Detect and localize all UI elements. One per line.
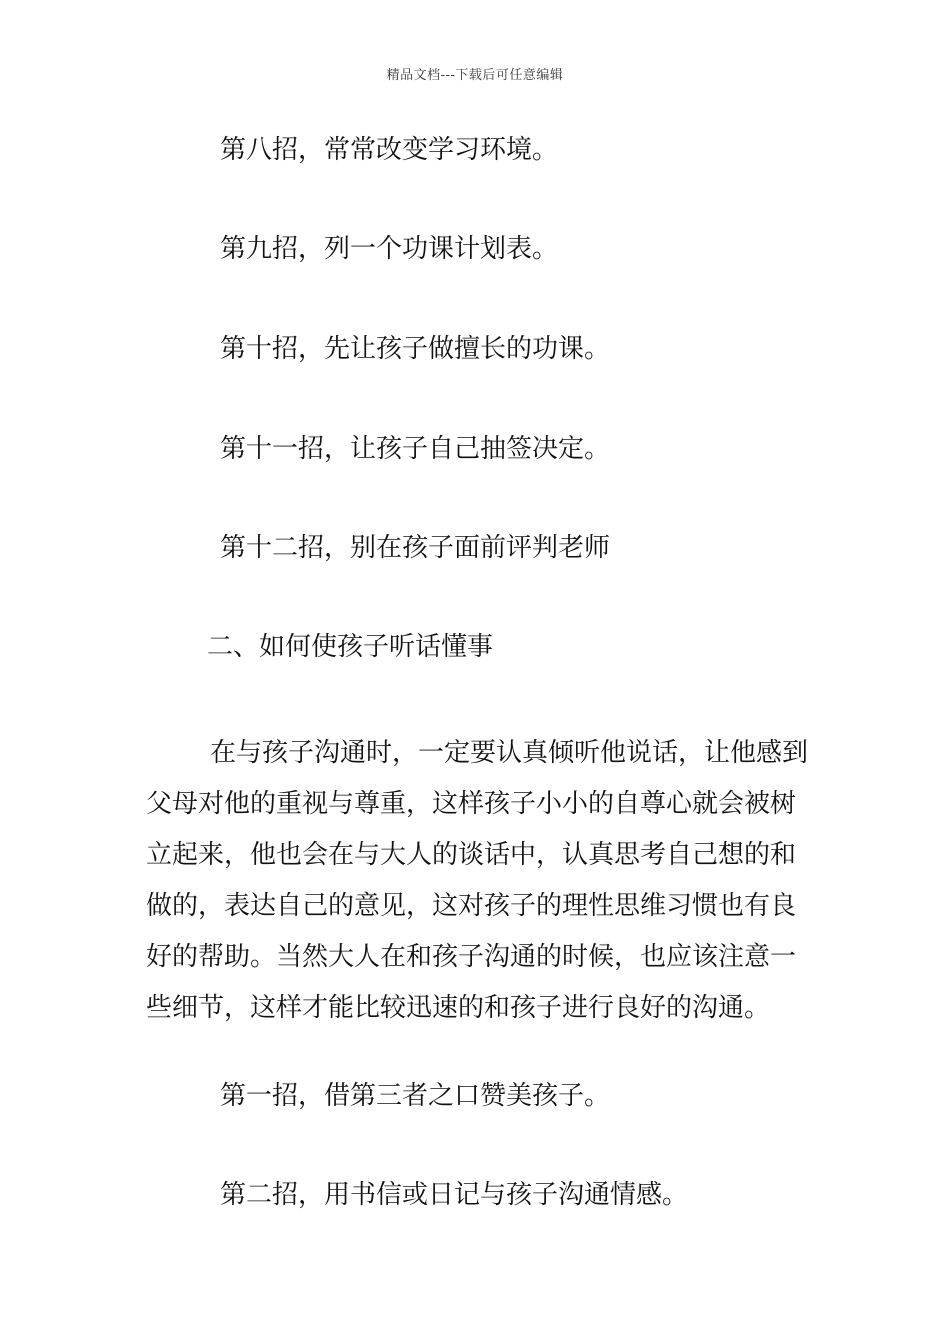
list-item: 第一招，借第三者之口赞美孩子。 <box>220 1081 611 1111</box>
paragraph-line: 些细节，这样才能比较迅速的和孩子进行良好的沟通。 <box>146 993 771 1023</box>
list-item: 第八招，常常改变学习环境。 <box>220 135 559 165</box>
paragraph-line: 好的帮助。当然大人在和孩子沟通的时候，也应该注意一 <box>146 942 797 972</box>
list-item: 第九招，列一个功课计划表。 <box>220 234 559 264</box>
list-item: 第十二招，别在孩子面前评判老师 <box>220 533 611 563</box>
list-item: 第十一招，让孩子自己抽签决定。 <box>220 434 611 464</box>
section-heading: 二、如何使孩子听话懂事 <box>207 632 494 662</box>
page-header: 精品文档---下载后可任意编辑 <box>386 68 564 83</box>
paragraph-line: 父母对他的重视与尊重，这样孩子小小的自尊心就会被树 <box>146 789 797 819</box>
list-item: 第二招，用书信或日记与孩子沟通情感。 <box>220 1180 689 1210</box>
paragraph-line: 做的，表达自己的意见，这对孩子的理性思维习惯也有良 <box>146 891 797 921</box>
list-item: 第十招，先让孩子做擅长的功课。 <box>220 334 611 364</box>
paragraph-line: 在与孩子沟通时，一定要认真倾听他说话，让他感到 <box>210 738 809 768</box>
paragraph-line: 立起来，他也会在与大人的谈话中，认真思考自己想的和 <box>146 840 797 870</box>
body-paragraph <box>146 728 810 1034</box>
